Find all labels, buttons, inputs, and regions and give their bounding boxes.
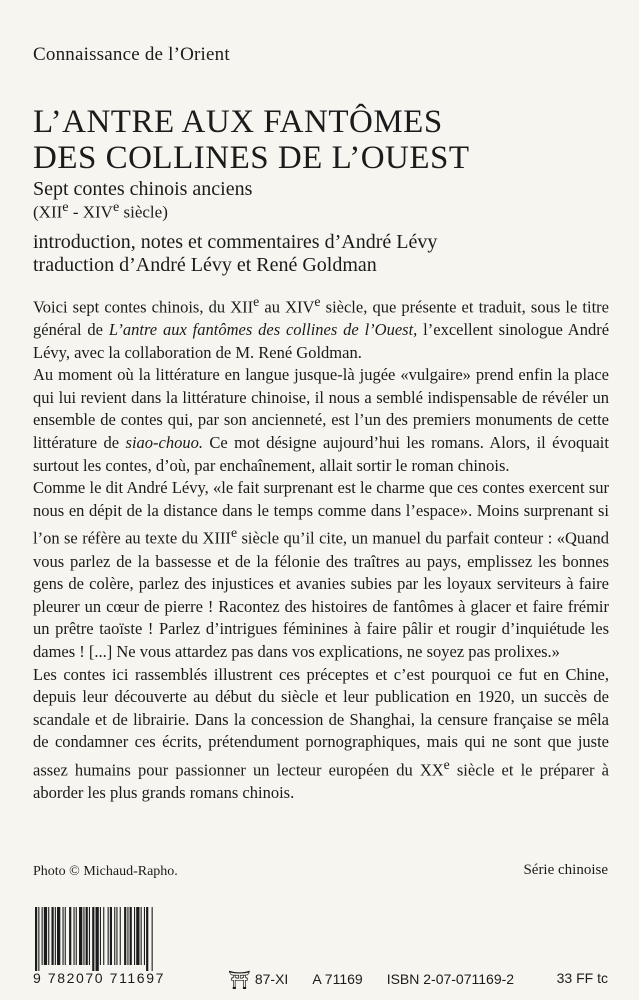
century-close: siècle) bbox=[119, 202, 168, 222]
barcode-bar bbox=[89, 907, 90, 965]
p1-c: siècle, que présente et traduit, sous le titre général de bbox=[33, 297, 609, 340]
p4-a: Les contes ici rassemblés illustrent ces préceptes et c’est pourquoi ce fut en Chine, depuis leur découverte au début du siècle et leur publication en 1920, un succès de scandale et de librairie. Dans la concession de Shanghai, la censure française se mêla de condamner ces écrits, prétendument pornographiques, mais qui ne sont que juste assez humains pour passionner un lecteur européen du bbox=[33, 664, 609, 780]
p2-a: Au moment où la littérature en langue jusque-là jugée «vulgaire» prend enfin la place qui lui revient dans la littérature chinoise, il nous a semblé indispensable de révéler un ensemble de contes qui, par son ancienneté, est l’un des premiers monuments de cette littérature de bbox=[33, 365, 609, 453]
credits-line-1: introduction, notes et commentaires d’André Lévy bbox=[33, 231, 438, 253]
barcode-bar bbox=[35, 907, 37, 971]
blurb-text bbox=[33, 291, 609, 805]
p1-sup-2: e bbox=[314, 294, 321, 309]
barcode-bar bbox=[63, 907, 64, 965]
paragraph-4 bbox=[33, 664, 609, 805]
p1-b: au bbox=[259, 297, 286, 317]
publisher-logo-icon: ⛩ bbox=[228, 970, 251, 990]
p2-b: Ce mot désigne aujourd’hui les romans. Alors, il évoquait surtout les contes, d’où, par enchaînement, allait sortir le roman chinois. bbox=[33, 433, 609, 475]
barcode-bar bbox=[103, 907, 104, 965]
century-open: (XII bbox=[33, 202, 63, 222]
barcode-bar bbox=[76, 907, 77, 965]
century-sup-2: e bbox=[112, 199, 120, 215]
barcode-bar bbox=[146, 907, 148, 971]
barcode-bar bbox=[92, 907, 94, 971]
barcode-bar bbox=[86, 907, 88, 965]
photo-credit: Photo © Michaud-Rapho. bbox=[33, 864, 178, 879]
barcode-bar bbox=[48, 907, 49, 965]
p2-italic: siao-chouo. bbox=[125, 433, 203, 453]
barcode-bar bbox=[134, 907, 135, 965]
barcode-bar bbox=[124, 907, 126, 965]
price: 33 FF tc bbox=[556, 970, 608, 986]
credits bbox=[33, 231, 437, 277]
p3-b: siècle qu’il cite, un manuel du parfait conteur : «Quand vous parlez de la bassesse et de la félonie des traîtres au pays, emplissez les bonnes gens de colère, parlez des injustices et avanies subies par les loyaux serviteurs à faire pleurer un cœur de pierre ! Racontez des histoires de fantômes à glacer et faire frémir un prêtre taoïste ! Parlez d’intrigues féminines à faire pâlir et rougir d’inquiétude les dames ! [...] Ne vous attardez pas dans vos explications, ne soyez pas prolixes.» bbox=[33, 528, 609, 661]
barcode-bar bbox=[57, 907, 60, 965]
title-line-1: L’ANTRE AUX FANTÔMES bbox=[33, 104, 443, 140]
barcode-bar bbox=[141, 907, 142, 965]
book-title bbox=[33, 104, 470, 176]
credits-line-2: traduction d’André Lévy et René Goldman bbox=[33, 254, 377, 276]
barcode-bar bbox=[69, 907, 71, 965]
barcode-bar bbox=[44, 907, 47, 965]
barcode-bar bbox=[110, 907, 112, 965]
barcode-bar bbox=[108, 907, 109, 965]
p1-sup-1: e bbox=[253, 294, 260, 309]
barcode-bar bbox=[116, 907, 117, 965]
century-mid: - XIV bbox=[68, 202, 113, 222]
barcode-number: 9 782070 711697 bbox=[33, 970, 165, 986]
barcode-bar bbox=[114, 907, 115, 965]
subtitle: Sept contes chinois anciens bbox=[33, 178, 253, 200]
catalog-code-2: A 71169 bbox=[312, 971, 363, 987]
barcode-bar bbox=[120, 907, 121, 965]
barcode-bar bbox=[38, 907, 39, 971]
isbn: ISBN 2-07-071169-2 bbox=[386, 971, 515, 987]
barcode-bar bbox=[74, 907, 75, 965]
paragraph-1 bbox=[33, 291, 609, 364]
catalog-codes bbox=[228, 970, 538, 991]
p3-century: XIII bbox=[202, 528, 231, 548]
barcode-bar bbox=[83, 907, 84, 965]
p1-century-1: XII bbox=[230, 297, 254, 317]
p4-sup: e bbox=[443, 756, 450, 772]
p3-a: Comme le dit André Lévy, «le fait surprenant est le charme que ces contes exercent sur nous en dépit de la distance dans le temps comme dans l’espace». Moins surprenant si l’on se réfère au texte du bbox=[33, 478, 609, 548]
series-name-top: Connaissance de l’Orient bbox=[33, 44, 230, 65]
barcode-bars bbox=[33, 907, 198, 971]
barcode-bar bbox=[152, 907, 153, 971]
catalog-code-1: 87-XI bbox=[254, 971, 289, 987]
barcode-bar bbox=[79, 907, 82, 965]
barcode-bar bbox=[144, 907, 145, 965]
p4-century: XX bbox=[419, 760, 444, 780]
p1-century-2: XIV bbox=[285, 297, 315, 317]
paragraph-3 bbox=[33, 477, 609, 663]
century-sup-1: e bbox=[62, 199, 69, 215]
barcode-bar bbox=[65, 907, 66, 965]
barcode-bar bbox=[96, 907, 99, 971]
p4-b: siècle et le préparer à aborder les plus grands romans chinois. bbox=[33, 760, 609, 802]
barcode-bar bbox=[42, 907, 43, 965]
paragraph-2 bbox=[33, 364, 609, 477]
p1-d: l’excellent sinologue André Lévy, avec la collaboration de M. René Goldman. bbox=[33, 320, 610, 362]
p1-book-title: L’antre aux fantômes des collines de l’Ouest, bbox=[108, 320, 418, 340]
century-range bbox=[33, 199, 168, 223]
series-name-bottom: Série chinoise bbox=[523, 862, 608, 878]
barcode-bar bbox=[130, 907, 132, 965]
barcode-bar bbox=[100, 907, 101, 965]
barcode-bar bbox=[127, 907, 128, 965]
barcode bbox=[33, 907, 198, 971]
barcode-bar bbox=[136, 907, 139, 965]
barcode-bar bbox=[52, 907, 54, 965]
title-line-2: DES COLLINES DE L’OUEST bbox=[33, 140, 470, 176]
barcode-bar bbox=[55, 907, 56, 965]
p1-a: Voici sept contes chinois, du bbox=[33, 297, 231, 317]
p3-sup: e bbox=[230, 525, 238, 541]
